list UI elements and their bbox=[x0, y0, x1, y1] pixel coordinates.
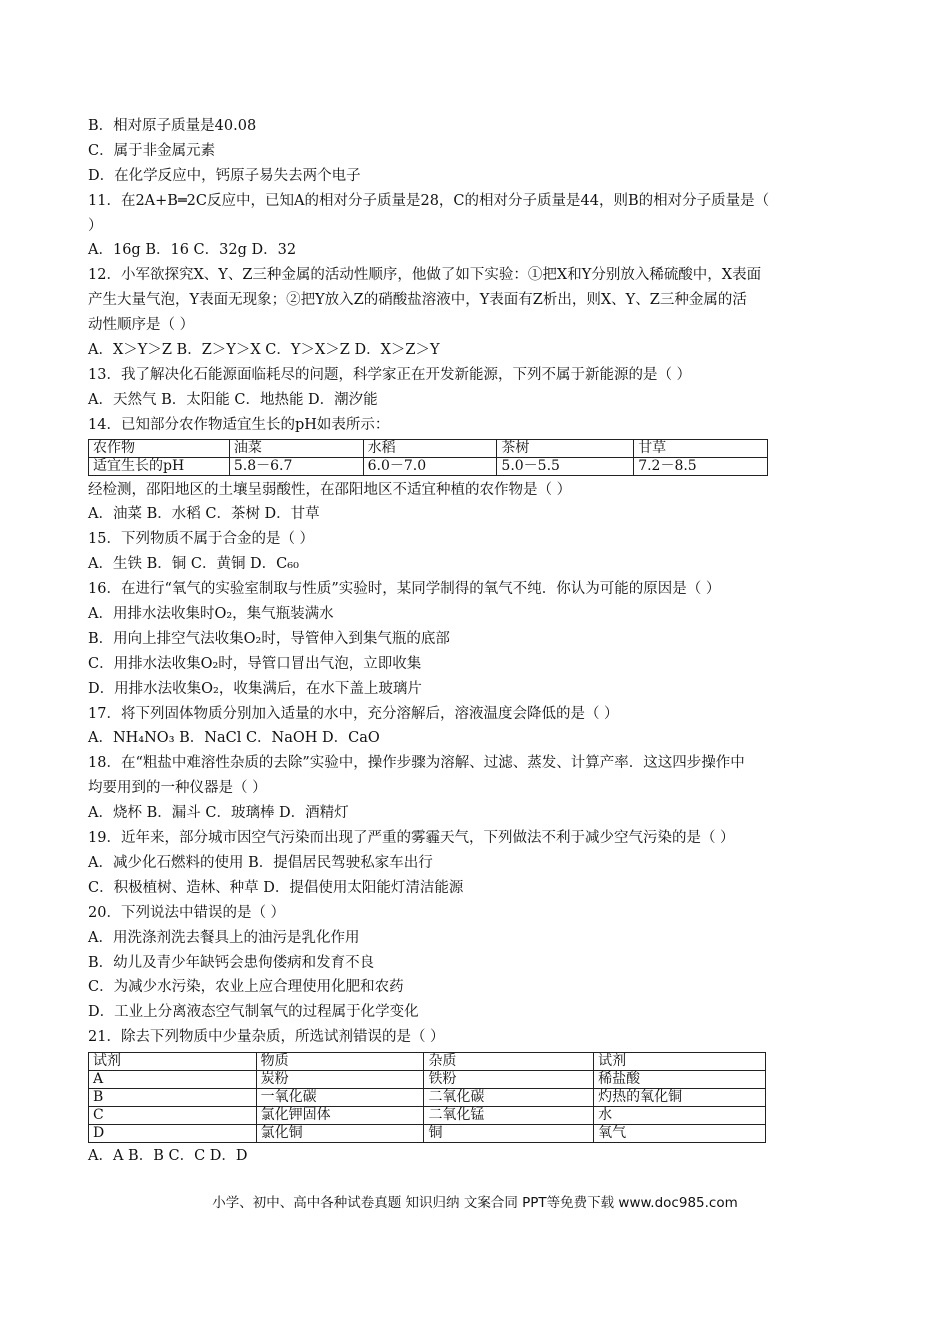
questions-part-3 bbox=[88, 1144, 868, 1169]
table-cell: D bbox=[89, 1125, 257, 1143]
table-cell: 一氧化碳 bbox=[256, 1089, 424, 1107]
table-cell: 物质 bbox=[256, 1053, 424, 1071]
text-line: A．16g B．16 C．32g D．32 bbox=[88, 242, 297, 259]
text-line: C．用排水法收集O₂时，导管口冒出气泡，立即收集 bbox=[88, 655, 422, 672]
text-line: 13．我了解决化石能源面临耗尽的问题，科学家正在开发新能源，下列不属于新能源的是（ ） bbox=[88, 366, 692, 383]
text-line: C．积极植树、造林、种草 D．提倡使用太阳能灯清洁能源 bbox=[88, 879, 464, 896]
text-line: D．工业上分离液态空气制氧气的过程属于化学变化 bbox=[88, 1004, 419, 1021]
exam-content bbox=[88, 114, 868, 1169]
table-cell: 5.0－5.5 bbox=[497, 457, 634, 475]
text-line: 15．下列物质不属于合金的是（ ） bbox=[88, 531, 315, 548]
text-line: D．用排水法收集O₂，收集满后，在水下盖上玻璃片 bbox=[88, 680, 422, 697]
text-line: C．为减少水污染，农业上应合理使用化肥和农药 bbox=[88, 979, 404, 996]
questions-part-2 bbox=[88, 478, 868, 1050]
table-cell: 二氧化碳 bbox=[424, 1089, 594, 1107]
table-cell: 试剂 bbox=[89, 1053, 257, 1071]
text-line: A．NH₄NO₃ B．NaCl C．NaOH D．CaO bbox=[88, 730, 380, 747]
text-line: A．油菜 B．水稻 C．茶树 D．甘草 bbox=[88, 506, 320, 523]
table-cell: 氯化钾固体 bbox=[256, 1107, 424, 1125]
table-row bbox=[89, 1053, 766, 1071]
text-line: 经检测，邵阳地区的土壤呈弱酸性，在邵阳地区不适宜种植的农作物是（ ） bbox=[88, 481, 572, 498]
table-row bbox=[89, 1107, 766, 1125]
table-cell: 甘草 bbox=[634, 439, 768, 457]
text-line: A．生铁 B．铜 C．黄铜 D．C₆₀ bbox=[88, 556, 299, 573]
text-line: A．用洗涤剂洗去餐具上的油污是乳化作用 bbox=[88, 929, 360, 946]
table-cell: C bbox=[89, 1107, 257, 1125]
text-line: 12．小军欲探究X、Y、Z三种金属的活动性顺序，他做了如下实验：①把X和Y分别放入稀硫酸中，X表面 bbox=[88, 267, 762, 284]
text-line: 21．除去下列物质中少量杂质，所选试剂错误的是（ ） bbox=[88, 1029, 445, 1046]
table-cell: A bbox=[89, 1071, 257, 1089]
table-row bbox=[89, 1089, 766, 1107]
text-line: A．烧杯 B．漏斗 C．玻璃棒 D．酒精灯 bbox=[88, 805, 349, 822]
table-cell: 7.2－8.5 bbox=[634, 457, 768, 475]
text-line: 产生大量气泡，Y表面无现象；②把Y放入Z的硝酸盐溶液中，Y表面有Z析出，则X、Y、Z三种金属的活 bbox=[88, 292, 747, 309]
table-cell: 适宜生长的pH bbox=[89, 457, 230, 475]
text-line: A．天然气 B．太阳能 C．地热能 D．潮汐能 bbox=[88, 391, 378, 408]
table-row bbox=[89, 1125, 766, 1143]
table-cell: 铜 bbox=[424, 1125, 594, 1143]
table-cell: 水 bbox=[594, 1107, 766, 1125]
text-line: 18．在“粗盐中难溶性杂质的去除”实验中，操作步骤为溶解、过滤、蒸发、计算产率．这这四步操作中 bbox=[88, 755, 745, 772]
page-footer: 小学、初中、高中各种试卷真题 知识归纳 文案合同 PPT等免费下载 www.doc985.com bbox=[212, 1195, 738, 1211]
questions-part-1 bbox=[88, 114, 868, 438]
text-line: ） bbox=[88, 217, 103, 234]
table-row bbox=[89, 439, 768, 457]
table-cell: 水稻 bbox=[363, 439, 497, 457]
text-line: B．用向上排空气法收集O₂时，导管伸入到集气瓶的底部 bbox=[88, 630, 450, 647]
text-line: B．幼儿及青少年缺钙会患佝偻病和发育不良 bbox=[88, 954, 375, 971]
text-line: 11．在2A+B═2C反应中，已知A的相对分子质量是28，C的相对分子质量是44，则B的相对分子质量是（ bbox=[88, 192, 770, 209]
text-line: A．用排水法收集时O₂，集气瓶装满水 bbox=[88, 606, 334, 623]
text-line: 16．在进行“氧气的实验室制取与性质”实验时，某同学制得的氧气不纯．你认为可能的原因是（ ） bbox=[88, 581, 721, 598]
text-line: 19．近年来，部分城市因空气污染而出现了严重的雾霾天气，下列做法不利于减少空气污染的是（ ） bbox=[88, 830, 735, 847]
table-cell: 灼热的氧化铜 bbox=[594, 1089, 766, 1107]
text-line: C．属于非金属元素 bbox=[88, 142, 216, 159]
table-row bbox=[89, 1071, 766, 1089]
text-line: A．X＞Y＞Z B．Z＞Y＞X C．Y＞X＞Z D．X＞Z＞Y bbox=[88, 342, 440, 359]
table-cell: 6.0－7.0 bbox=[363, 457, 497, 475]
table-cell: 油菜 bbox=[229, 439, 363, 457]
text-line: 均要用到的一种仪器是（ ） bbox=[88, 780, 267, 797]
text-line: B．相对原子质量是40.08 bbox=[88, 118, 257, 134]
table-cell: 杂质 bbox=[424, 1053, 594, 1071]
table-row bbox=[89, 457, 768, 475]
table-cell: 炭粉 bbox=[256, 1071, 424, 1089]
table-cell: 二氧化锰 bbox=[424, 1107, 594, 1125]
table-cell: 氧气 bbox=[594, 1125, 766, 1143]
text-line: D．在化学反应中，钙原子易失去两个电子 bbox=[88, 167, 361, 184]
table-cell: 茶树 bbox=[497, 439, 634, 457]
text-line: A．减少化石燃料的使用 B．提倡居民驾驶私家车出行 bbox=[88, 854, 433, 871]
table-cell: 试剂 bbox=[594, 1053, 766, 1071]
text-line: 20．下列说法中错误的是（ ） bbox=[88, 904, 286, 921]
table-cell: 氯化铜 bbox=[256, 1125, 424, 1143]
text-line: 动性顺序是（ ） bbox=[88, 317, 195, 334]
ph-table bbox=[88, 439, 768, 476]
text-line: 17．将下列固体物质分别加入适量的水中，充分溶解后，溶液温度会降低的是（ ） bbox=[88, 705, 619, 722]
table-cell: 稀盐酸 bbox=[594, 1071, 766, 1089]
text-line: A．A B．B C．C D．D bbox=[88, 1148, 248, 1165]
table-cell: 5.8－6.7 bbox=[229, 457, 363, 475]
table-cell: 铁粉 bbox=[424, 1071, 594, 1089]
impurity-table bbox=[88, 1052, 766, 1143]
table-cell: B bbox=[89, 1089, 257, 1107]
table-cell: 农作物 bbox=[89, 439, 230, 457]
text-line: 14．已知部分农作物适宜生长的pH如表所示： bbox=[88, 416, 390, 433]
